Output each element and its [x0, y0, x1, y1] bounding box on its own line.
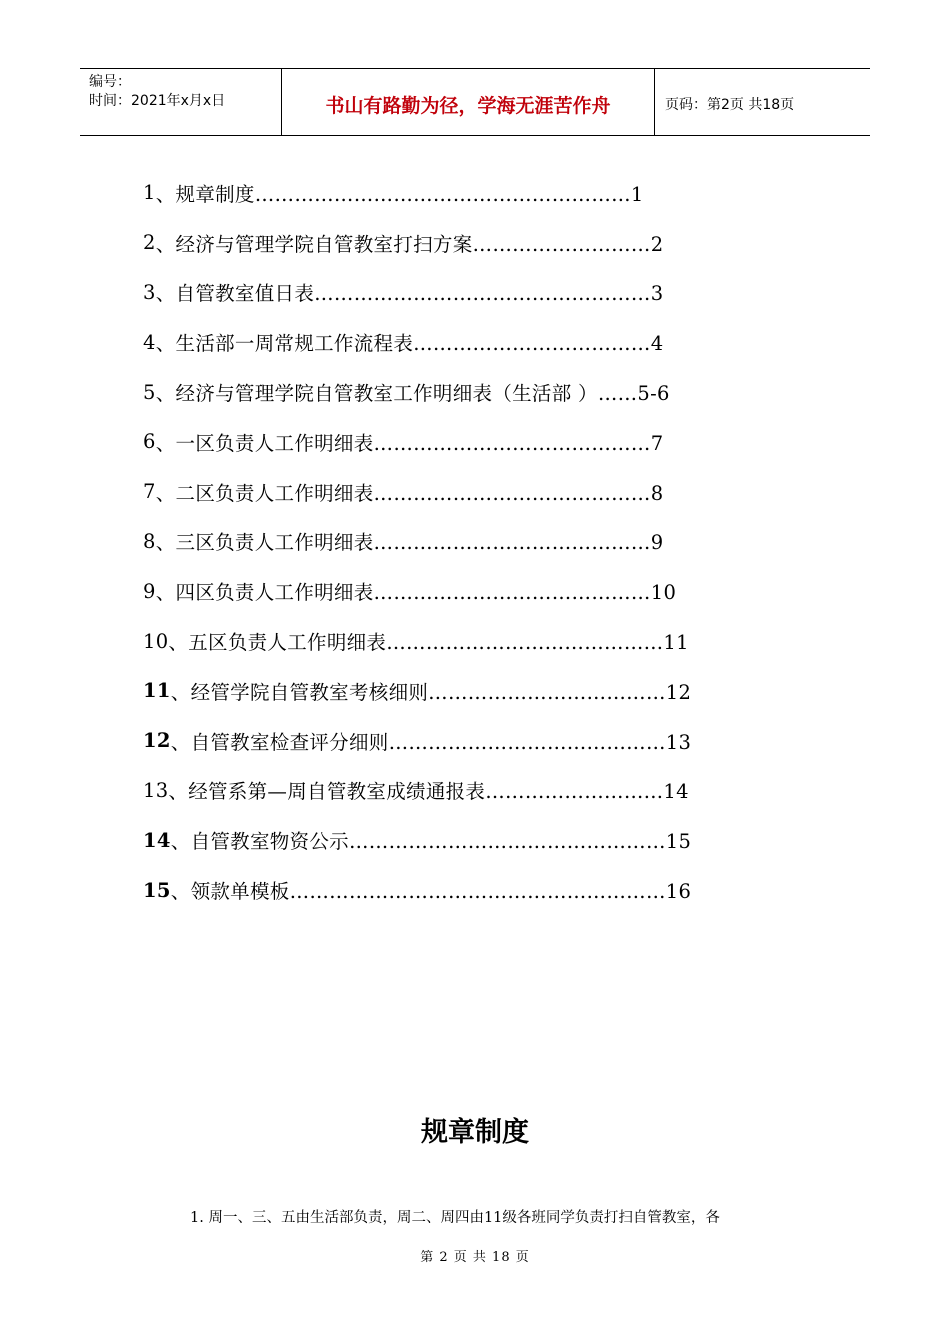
toc-item [143, 666, 763, 716]
toc-number: 3 [143, 280, 156, 304]
toc-text: 自管教室值日表……………………………………………3 [175, 282, 664, 306]
toc-number: 4 [143, 330, 156, 354]
toc-item [143, 218, 763, 268]
toc-text: 经济与管理学院自管教室打扫方案………………………2 [175, 232, 664, 256]
toc-separator: 、 [168, 780, 189, 804]
toc-item [143, 517, 763, 567]
toc-item [143, 268, 763, 318]
toc-separator: 、 [155, 382, 176, 406]
toc-separator: 、 [170, 730, 191, 754]
header-motto-cell [282, 69, 655, 135]
toc-number: 7 [143, 480, 156, 504]
toc-text: 一区负责人工作明细表……………………………………7 [175, 431, 664, 455]
body-paragraph: 1. 周一、三、五由生活部负责，周二、周四由11级各班同学负责打扫自管教室，各 [190, 1210, 720, 1226]
toc-separator: 、 [155, 481, 176, 505]
toc-separator: 、 [155, 182, 176, 206]
toc-item [143, 865, 763, 915]
toc-item [143, 317, 763, 367]
toc-text: 四区负责人工作明细表……………………………………10 [175, 581, 677, 605]
toc-separator: 、 [155, 332, 176, 356]
toc-number: 10 [143, 629, 169, 653]
toc-number: 6 [143, 430, 156, 454]
toc-number: 14 [143, 828, 171, 852]
toc-text: 规章制度…………………………………………………1 [175, 182, 644, 206]
toc-number: 1 [143, 181, 156, 205]
toc-number: 13 [143, 778, 169, 802]
time-label: 时间：2021年x月x日 [89, 93, 226, 109]
toc-separator: 、 [170, 880, 191, 904]
toc-text: 三区负责人工作明细表……………………………………9 [175, 531, 664, 555]
toc-item [143, 616, 763, 666]
toc-number: 9 [143, 579, 156, 603]
motto-text: 书山有路勤为径，学海无涯苦作舟 [325, 94, 611, 117]
header-table [80, 68, 870, 136]
toc-item [143, 367, 763, 417]
header-meta-cell [80, 69, 282, 135]
toc-number: 11 [143, 679, 171, 703]
toc-separator: 、 [155, 232, 176, 256]
toc-item [143, 467, 763, 517]
toc-item [143, 566, 763, 616]
toc-text: 生活部一周常规工作流程表………………………………4 [175, 332, 664, 356]
page-info: 页码：第2页 共18页 [665, 96, 795, 113]
toc-text: 五区负责人工作明细表……………………………………11 [188, 631, 689, 655]
toc-number: 8 [143, 529, 156, 553]
toc-separator: 、 [168, 631, 189, 655]
section-title: 规章制度 [421, 1117, 529, 1148]
toc-separator: 、 [155, 431, 176, 455]
number-label: 编号： [89, 74, 131, 90]
header-page-cell [655, 69, 870, 135]
toc-item [143, 716, 763, 766]
toc-number: 2 [143, 231, 156, 255]
toc-separator: 、 [155, 581, 176, 605]
toc-text: 经管学院自管教室考核细则………………………………12 [190, 680, 692, 704]
toc-item [143, 168, 763, 218]
table-of-contents [143, 168, 763, 915]
toc-number: 5 [143, 380, 156, 404]
toc-text: 经济与管理学院自管教室工作明细表（生活部 ）……5-6 [175, 382, 670, 406]
toc-separator: 、 [155, 282, 176, 306]
toc-number: 12 [143, 729, 171, 753]
toc-text: 自管教室检查评分细则……………………………………13 [190, 730, 692, 754]
toc-separator: 、 [170, 680, 191, 704]
toc-separator: 、 [170, 830, 191, 854]
toc-text: 自管教室物资公示…………………………………………15 [190, 830, 692, 854]
toc-text: 经管系第—周自管教室成绩通报表………………………14 [188, 780, 689, 804]
toc-text: 二区负责人工作明细表……………………………………8 [175, 481, 664, 505]
toc-item [143, 815, 763, 865]
page-footer: 第 2 页 共 18 页 [420, 1250, 530, 1265]
toc-item [143, 417, 763, 467]
toc-number: 15 [143, 878, 171, 902]
toc-text: 领款单模板…………………………………………………16 [190, 880, 692, 904]
toc-separator: 、 [155, 531, 176, 555]
toc-item [143, 766, 763, 816]
